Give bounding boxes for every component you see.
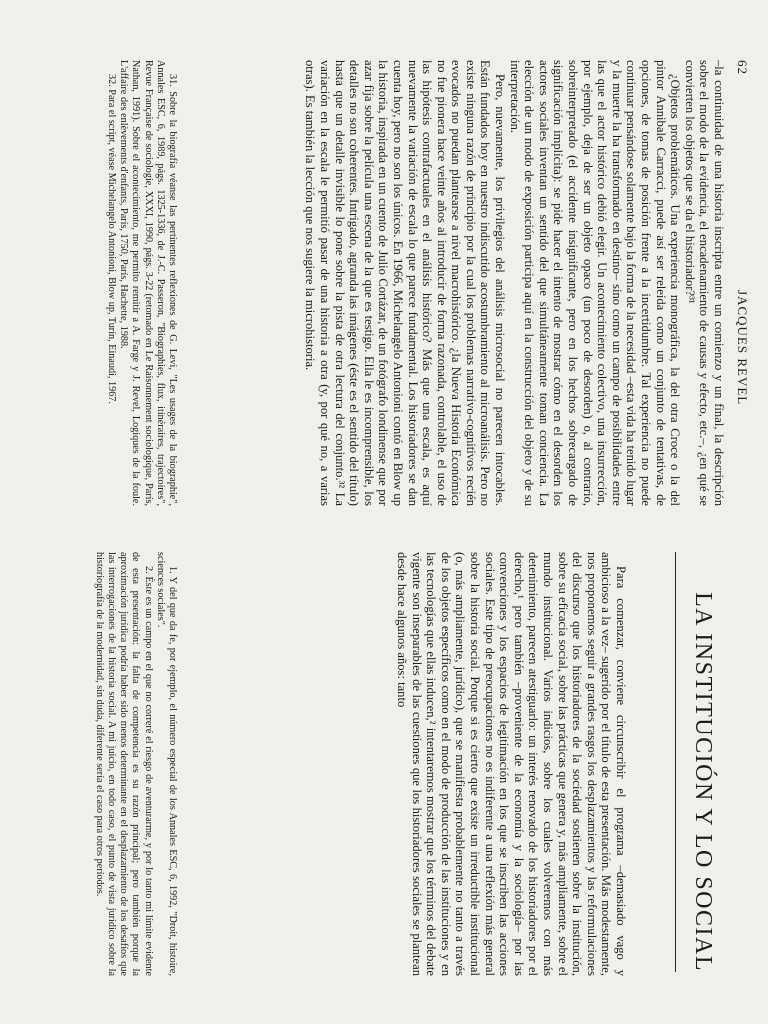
left-footnotes xyxy=(105,60,178,506)
chapter-title: LA INSTITUCIÓN Y LO SOCIAL xyxy=(690,592,716,972)
right-paragraph: Para comenzar, conviene circunscribir el programa –demasiado vago y ambicioso a la vez– sugerido por el título de esta presentación. Más modestamente, nos proponemos seguir a grandes rasgos los desplazamientos y las reformulaciones del discurso que los historiadores de la sociedad sostienen sobre la institución, sobre su eficacia social, sobre las prácticas que genera y, más ampliamente, sobre el mundo institucional. Varios indicios, sobre los cuales volveremos con más detenimiento, parecen atestiguarlo: un interés renovado de los historiadores por el derecho,¹ pero también –proveniente de la economía y la sociología– por las convenciones y los espacios de legitimación en los que se inscriben las acciones sociales. Este tipo de preocupaciones no es indiferente a una reflexión más general sobre la historia social. Porque si es cierto que existe un irreductible institucional (o, más ampliamente, jurídico), que se manifiesta probablemente no tanto a través de los objetos específicos como en el modo de producción de las instituciones y en las tecnologías que ellas inducen,² intentaremos mostrar que los términos del debate vigente son inseparables de las cuestiones que los historiadores sociales se plantean desde hace algunos años: tanto xyxy=(395,552,628,976)
left-paragraph: Pero, nuevamente, los privilegios del análisis microsocial no parecen intocables. Están fundados hoy en nuestro indiscutido acostumbramiento al microanálisis. Pero no existe ninguna razón de principio por la cual los problemas narrativo-cognitivos recién evocados no puedan plantearse a nivel macrohistórico. ¿la Nueva Historia Económica no fue pionera hace veinte años al introducir de forma razonada, controlable, el uso de las hipótesis contrafactuales en el análisis histórico? Más que una escala, es aquí nuevamente la variación de escala lo que parece fundamental. Los historiadores se dan cuenta hoy, pero no son los únicos. En 1966, Michelangelo Antonioni contó en Blow up la historia, inspirada en un cuento de Julio Cortázar, de un fotógrafo londinense que por azar fija sobre la película una escena de la que es testigo. Ella le es incomprensible, los detalles no son coherentes. Intrigado, agranda las imágenes (éste es el sentido del título) hasta que un detalle invisible lo pone sobre la pista de otra lectura del conjunto.³² La variación en la escala le permitió pasar de una historia a otra (y, por qué no, a varias otras). Es también la lección que nos sugiere la microhistoria. xyxy=(303,60,508,506)
footnote: 31. Sobre la biografía véanse las pertinentes reflexiones de G. Levi, "Les usages de la biographie", Annales ESC, 6, 1989, págs. 1325-1336, de J.-C. Passeron, "Biographies, flux, itinéraires, trajectoires", Revue Française de sociologie, XXXI, 1990, págs. 3-22 (retomado en Le Raisonnement sociologique, París, Nathan, 1991). Sobre el acontecimiento, me permito remitir a A. Farge y J. Revel, Logiques de la foule. L'affaire des enlèvements d'enfants, París, 1750, París, Hachette, 1988. xyxy=(118,60,178,506)
left-paragraph: ¿Objetos problemáticos. Una experiencia monográfica, la del otra Croce o la del pintor Annibale Carracci, puede así ser releída como un conjunto de tentativas, de opciones, de tomas de posición frente a la incertidumbre. Tal experiencia no puede continuar pensándose solamente bajo la forma de la necesidad –esta vida ha tenido lugar y la muerte la ha transformado en destino– sino como un campo de posibilidades entre las que el actor histórico debió elegir. Un acontecimiento colectivo, una insurrección, por ejemplo, deja de ser un objeto opaco (un poco de desorden) o, al contrario, sobreinterpretado (el accidente insignificante, pero en los hechos sobrecargado de significación implícita): se pide hacer el intento de mostrar cómo en el desorden los actores sociales inventan un sentido del que simultáneamente toman conciencia. La elección de un modo de exposición participa aquí en la construcción del objeto y de su interpretación. xyxy=(507,60,683,506)
footnote: 32. Para el script, véase Michelangelo Antonioni, Blow up, Turín, Einaudi, 1967. xyxy=(105,74,117,404)
left-paragraph: –la continuidad de una historia inscripta entre un comienzo y un final, la descripción sobre el modo de la evidencia, el encadenamiento de causas y efecto, etc.–, ¿en qué se convierten los objetos que se da el historiador?³¹ xyxy=(682,60,726,506)
right-body-text xyxy=(395,552,629,976)
right-page xyxy=(0,512,768,1024)
page-number: 62 xyxy=(735,60,750,75)
footnote: 1. Y del que da fe, por ejemplo, el número especial de los Annales ESC, 6, 1992, "Droit, histoire, sciences sociales". xyxy=(154,552,178,976)
title-rule xyxy=(675,552,676,972)
left-body-text xyxy=(303,60,726,506)
footnote: 2. Éste es un campo en el que no correré el riesgo de aventurarme, y por lo tanto mi límite evidente de esta presentación: la falta de competencia es su razón principal; pero también porque la aproximación jurídica podría haber sido menos determinante en el desplazamiento de los desafíos que las interrogaciones de la historia social. A mi juicio, en todo caso, el punto de vista jurídico sobre la historiografía de la modernidad, sin duda, diferente sería el caso para otros períodos. xyxy=(93,552,154,976)
right-footnotes xyxy=(93,552,178,976)
running-head-author: JACQUES REVEL xyxy=(735,290,750,406)
